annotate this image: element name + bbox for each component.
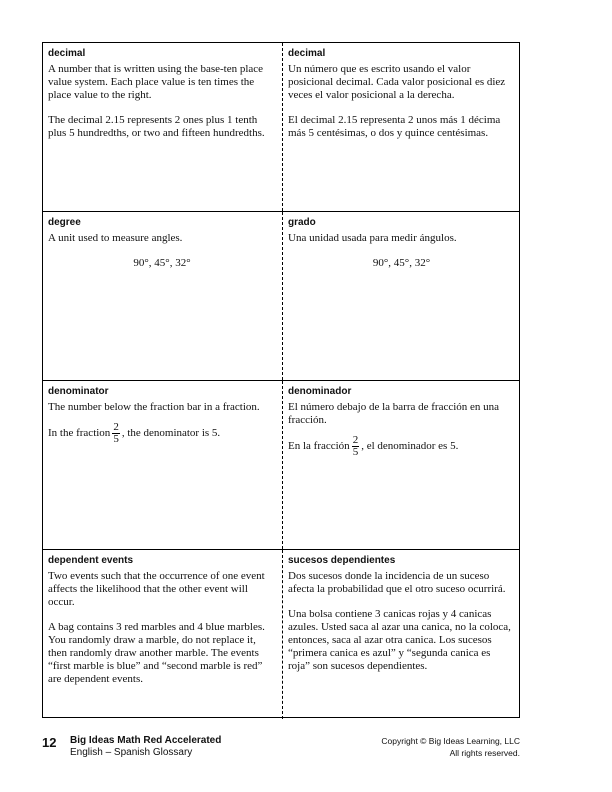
example-suffix: , the denominator is 5. — [121, 427, 221, 439]
english-card-decimal — [43, 43, 282, 211]
fraction — [352, 435, 360, 458]
example-prefix: In the fraction — [48, 427, 111, 439]
example-prefix: En la fracción — [288, 440, 350, 452]
spanish-card-dependent-events — [282, 550, 521, 719]
fraction-denominator: 5 — [113, 433, 119, 445]
term-definition: Two events such that the occurrence of one event affects the likelihood that the other event will occur. — [48, 570, 265, 608]
term-example — [288, 435, 515, 458]
fraction-numerator: 2 — [352, 434, 359, 446]
spanish-card-decimal — [282, 43, 521, 211]
term-heading: grado — [288, 217, 316, 228]
term-definition: A number that is written using the base-ten place value system. Each place value is ten times the place value to the right. — [48, 63, 264, 101]
term-example: 90°, 45°, 32° — [133, 257, 191, 269]
english-card-degree — [43, 212, 282, 380]
english-card-denominator — [43, 381, 282, 549]
term-definition: The number below the fraction bar in a fraction. — [48, 401, 260, 413]
term-heading: denominator — [48, 386, 109, 397]
example-suffix: , el denominador es 5. — [361, 440, 459, 452]
term-heading: sucesos dependientes — [288, 555, 396, 566]
term-heading: denominador — [288, 386, 352, 397]
book-subtitle: English – Spanish Glossary — [70, 747, 193, 758]
term-definition: El número debajo de la barra de fracción en una fracción. — [288, 401, 500, 426]
english-card-dependent-events — [43, 550, 282, 719]
book-info — [70, 735, 221, 759]
term-heading: decimal — [48, 48, 86, 59]
fraction — [112, 422, 120, 445]
term-definition: Dos sucesos donde la incidencia de un suceso afecta la probabilidad que el otro suceso ocurrirá. — [288, 570, 506, 595]
glossary-row-degree — [43, 212, 519, 381]
copyright-line: Copyright © Big Ideas Learning, LLC — [381, 736, 520, 746]
term-example: A bag contains 3 red marbles and 4 blue marbles. You randomly draw a marble, do not replace it, then randomly draw another marble. The events “first marble is blue” and “second marble is red” are dependent events. — [48, 621, 265, 685]
term-definition: A unit used to measure angles. — [48, 232, 183, 244]
glossary-row-dependent-events — [43, 550, 519, 719]
term-heading: degree — [48, 217, 81, 228]
copyright-notice — [381, 735, 520, 759]
term-example: Una bolsa contiene 3 canicas rojas y 4 canicas azules. Usted saca al azar una canica, no la coloca, entonces, saca al azar otra canica. Los sucesos “primera canica es azul” y “segunda canica es roja” son sucesos dependientes. — [288, 608, 511, 672]
glossary-row-denominator — [43, 381, 519, 550]
page-footer — [42, 735, 520, 765]
spanish-card-denominator — [282, 381, 521, 549]
book-title: Big Ideas Math Red Accelerated — [70, 735, 222, 746]
term-heading: dependent events — [48, 555, 134, 566]
term-example: The decimal 2.15 represents 2 ones plus 1 tenth plus 5 hundredths, or two and fifteen hundredths. — [48, 114, 265, 139]
term-example: 90°, 45°, 32° — [372, 257, 431, 269]
fraction-numerator: 2 — [113, 421, 119, 433]
term-heading: decimal — [288, 48, 326, 59]
glossary-grid — [42, 42, 520, 718]
glossary-row-decimal — [43, 43, 519, 212]
spanish-card-degree — [282, 212, 521, 380]
term-definition: Un número que es escrito usando el valor posicional decimal. Cada valor posicional es diez veces el valor posicional a la derecha. — [288, 63, 506, 101]
fraction-denominator: 5 — [352, 446, 359, 458]
rights-line: All rights reserved. — [449, 748, 520, 758]
term-definition: Una unidad usada para medir ángulos. — [288, 232, 457, 244]
term-example — [48, 422, 276, 445]
page-number: 12 — [42, 735, 57, 750]
term-example: El decimal 2.15 representa 2 unos más 1 décima más 5 centésimas, o dos y quince centésimas. — [288, 114, 501, 139]
